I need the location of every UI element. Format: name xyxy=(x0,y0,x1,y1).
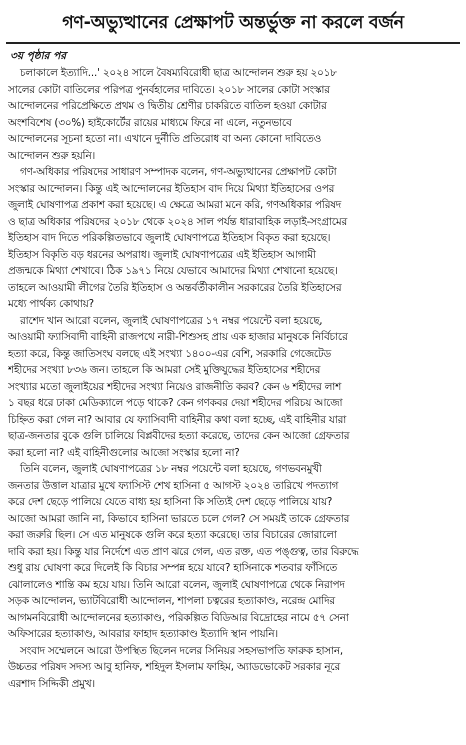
paragraph-line: অফিসারের হত্যাকাণ্ড, আবরার ফাহাদ হত্যাকাণ্ড ইত্যাদি স্থান পায়নি। xyxy=(8,628,278,640)
article-paragraph xyxy=(8,461,460,643)
article-paragraph xyxy=(8,313,460,462)
paragraph-line: সংখ্যার মতো জুলাইয়ের শহীদের সংখ্যা নিয়েও রাজনীতি করব? কেন ৬ শহীদের লাশ xyxy=(8,380,342,393)
article-paragraph xyxy=(8,643,460,693)
paragraph-line: সংবাদ সম্মেলনে আরো উপস্থিত ছিলেন দলের সিনিয়র সহসভাপতি ফারুক হাসান, xyxy=(20,644,344,657)
paragraph-line: আন্দোলন শুরু হয়নি। xyxy=(8,149,95,162)
paragraph-line: আওয়ামী ফ্যাসিবাদী বাহিনী রাজপথে নারী-শিশুসহ প্রায় এক হাজার মানুষকে নির্বিচারে xyxy=(8,331,348,343)
paragraph-line: আগমনবিরোধী আন্দোলনের হত্যাকাণ্ড, পরিকল্পিত বিডিআর বিদ্রোহের নামে ৫৭ সেনা xyxy=(8,611,349,624)
paragraph-line: দাবি করা হয়। কিন্তু যার নির্দেশে এত প্রাণ ঝরে গেল, এত রক্ত, এত পঙ্গুত্ব, তার বিরুদ্ধে xyxy=(8,545,359,558)
paragraph-line: জুলাই ঘোষণাপত্র প্রকাশ করা হয়েছে। এ ক্ষেত্রে আমরা মনে করি, গণঅধিকার পরিষদ xyxy=(8,199,342,211)
paragraph-line: করা জরুরি ছিল। সে এত মানুষকে গুলি করে হত্যা করেছে। তার বিচারের জোরালো xyxy=(8,529,337,541)
paragraph-line: হত্যা করে, কিন্তু জাতিসংঘ বলছে এই সংখ্যা ১৪০০-এর বেশি, সরকারি গেজেটেড xyxy=(8,347,331,360)
paragraph-line: গণ-অধিকার পরিষদের সাধারণ সম্পাদক বলেন, গণ-অভ্যুত্থানের প্রেক্ষাপট কোটা xyxy=(20,166,337,178)
paragraph-line: প্রজন্মকে মিথ্যা শেখাবে। ঠিক ১৯৭১ নিয়ে যেভাবে আমাদের মিথ্যা শেখানো হয়েছে। xyxy=(8,265,338,277)
paragraph-line: এরশাদ সিদ্দিকী প্রমুখ। xyxy=(8,677,95,690)
paragraph-line: চলাকালে ইত্যাদি...' ২০২৪ সালে বৈষম্যবিরোধী ছাত্র আন্দোলন শুরু হয় ২০১৮ xyxy=(20,67,337,79)
paragraph-line: শহীদের সংখ্যা ৮৩৬ জন। তাহলে কি আমরা সেই মুক্তিযুদ্ধের ইতিহাসের শহীদের xyxy=(8,364,321,376)
paragraph-line: করা হলো না? এই বাহিনীগুলোর আজো সংস্কার হলো না? xyxy=(8,446,240,459)
paragraph-line: আজো আমরা জানি না, কিভাবে হাসিনা ভারতে চলে গেল? সে সময়ই তাকে গ্রেফতার xyxy=(8,512,350,525)
paragraph-line: জনতার উত্তাল যাত্রার মুখে ফ্যাসিস্ট শেখ হাসিনা ৫ আগস্ট ২০২৪ তারিখে পদত্যাগ xyxy=(8,479,339,492)
article-paragraph xyxy=(8,65,460,164)
headline: গণ-অভ্যুত্থানের প্রেক্ষাপট অন্তর্ভুক্ত না করলে বর্জন xyxy=(62,13,404,33)
paragraph-line: আন্দোলনের সূচনা হতো না। এখানে দুর্নীতি প্রতিরোধ বা অন্য কোনো দাবিতেও xyxy=(8,133,322,145)
paragraph-line: তাহলে আওয়ামী লীগের তৈরি ইতিহাস ও অন্তর্বর্তীকালীন সরকারের তৈরি ইতিহাসের xyxy=(8,281,342,294)
article-paragraph xyxy=(8,164,460,313)
paragraph-line: ১ বছর ধরে ঢাকা মেডিক্যালে পড়ে থাকে? কেন গণকবর দেয়া শহীদের পরিচয় আজো xyxy=(8,397,343,409)
paragraph-line: করে দেশ ছেড়ে পালিয়ে যেতে বাধ্য হয় হাসিনা কি সত্যিই দেশ ছেড়ে পালিয়ে যায়? xyxy=(8,496,333,508)
continued-from-label: ৩য় পৃষ্ঠার পর xyxy=(10,50,67,62)
paragraph-line: অংশবিশেষ (৩০%) হাইকোর্টের রায়ের মাধ্যমে ফিরে না এলে, নতুনভাবে xyxy=(8,116,292,129)
newspaper-clipping xyxy=(0,6,466,745)
paragraph-line: আন্দোলনের পরিপ্রেক্ষিতে প্রথম ও দ্বিতীয় শ্রেণীর চাকরিতে বাতিল হওয়া কোটার xyxy=(8,100,327,112)
paragraph-line: ঝোলালেও শান্তি কম হয়ে যায়। তিনি আরো বলেন, জুলাই ঘোষণাপত্রে থেকে নিরাপদ xyxy=(8,578,345,591)
paragraph-line: উচ্চতর পরিষদ সদস্য আবু হানিফ, শহিদুল ইসলাম ফাহিম, অ্যাডভোকেট সরকার নূরে xyxy=(8,661,341,673)
paragraph-line: সালের কোটা বাতিলের পরিপত্র পুনর্বহালের দাবিতে। ২০১৮ সালের কোটা সংস্কার xyxy=(8,83,330,96)
paragraph-line: সংস্কার আন্দোলন। কিন্তু এই আন্দোলনের ইতিহাস বাদ দিয়ে মিথ্যা ইতিহাসের ওপর xyxy=(8,182,335,195)
paragraph-line: সড়ক আন্দোলন, ভ্যাটবিরোধী আন্দোলন, শাপলা চত্বরের হত্যাকাণ্ড, নরেন্দ্র মোদির xyxy=(8,595,335,607)
paragraph-line: চিহ্নিত করা গেল না? আবার যে ফ্যাসিবাদী বাহিনীর কথা বলা হচ্ছে, এই বাহিনীর যারা xyxy=(8,413,347,426)
headline-rule xyxy=(6,42,460,44)
paragraph-line: রাশেদ খান আরো বলেন, জুলাই ঘোষণাপত্রের ১৭ নম্বর পয়েন্টে বলা হয়েছে, xyxy=(20,314,323,327)
paragraph-line: শুধু রায় ঘোষণা করে দিলেই কি বিচার সম্পন্ন হয়ে যাবে? হাসিনাকে শতবার ফাঁসিতে xyxy=(8,562,337,574)
article-body xyxy=(0,64,466,692)
paragraph-line: ইতিহাস বিকৃতি বড় ধরনের অপরাধ। জুলাই ঘোষণাপত্রের এই ইতিহাস আগামী xyxy=(8,248,316,261)
paragraph-line: ও ছাত্র অধিকার পরিষদের ২০১৮ থেকে ২০২৪ সাল পর্যন্ত ধারাবাহিক লড়াই-সংগ্রামের xyxy=(8,215,347,228)
paragraph-line: মধ্যে পার্থক্য কোথায়? xyxy=(8,298,94,310)
paragraph-line: ছাত্র-জনতার বুকে গুলি চালিয়ে বিপ্লবীদের হত্যা করেছে, তাদের কেন আজো গ্রেফতার xyxy=(8,430,350,442)
paragraph-line: ইতিহাস বাদ দিতে পরিকল্পিতভাবে জুলাই ঘোষণাপত্রে ইতিহাস বিকৃত করা হয়েছে। xyxy=(8,232,331,244)
paragraph-line: তিনি বলেন, জুলাই ঘোষণাপত্রের ১৮ নম্বর পয়েন্টে বলা হয়েছে, গণভবনমুখী xyxy=(20,463,322,475)
